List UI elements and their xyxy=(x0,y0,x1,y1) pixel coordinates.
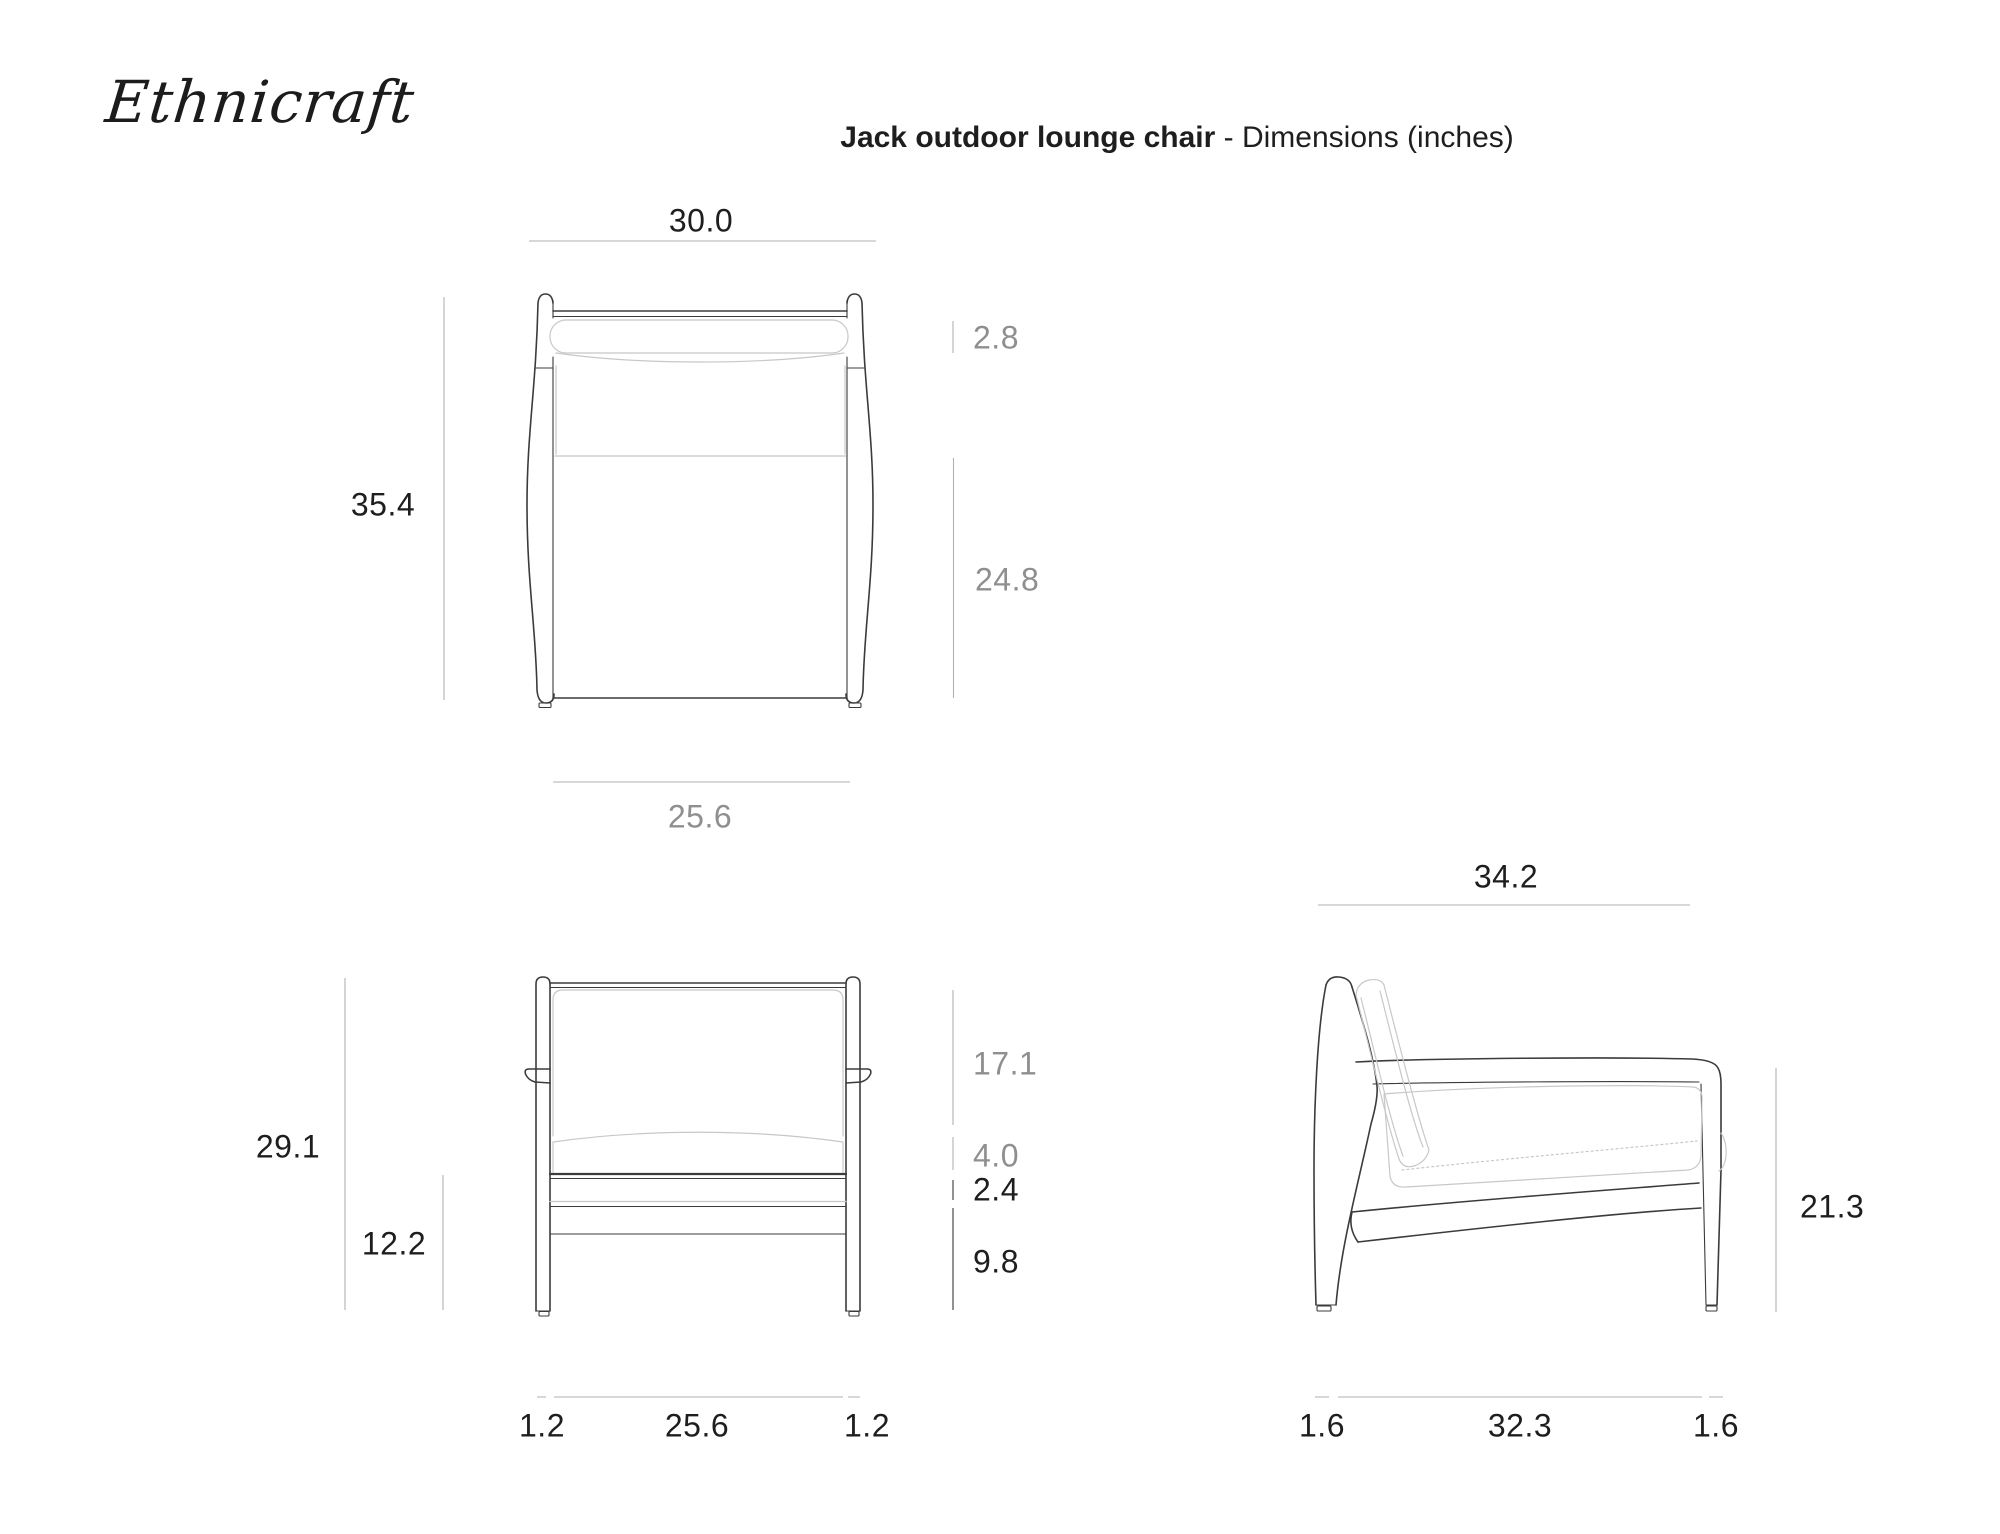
dim-side-arm-height: 21.3 xyxy=(1800,1188,1865,1225)
dim-front-rail-gap: 2.4 xyxy=(973,1171,1019,1208)
side-view-dimension-lines xyxy=(1315,905,1776,1397)
dim-front-inner-width: 25.6 xyxy=(664,1407,730,1444)
dim-side-front-leg-depth: 1.6 xyxy=(1693,1407,1739,1444)
dim-front-frame-height: 12.2 xyxy=(361,1225,427,1262)
dim-front-left-leg-width: 1.2 xyxy=(519,1407,565,1444)
dim-front-right-leg-width: 1.2 xyxy=(844,1407,890,1444)
side-view-drawing xyxy=(1314,905,1776,1397)
front-view-dimension-lines xyxy=(345,978,953,1397)
product-name: Jack outdoor lounge chair xyxy=(840,121,1216,154)
dim-side-overall-depth: 34.2 xyxy=(1473,858,1539,895)
dim-front-leg-height: 9.8 xyxy=(973,1243,1019,1280)
dim-front-seat-cushion-thickness: 4.0 xyxy=(973,1137,1019,1174)
dim-front-backrest-above-arm: 17.1 xyxy=(973,1045,1038,1082)
dim-back-overall-width: 30.0 xyxy=(668,202,734,239)
brand-logo: Ethnicraft xyxy=(102,68,419,136)
front-view-drawing xyxy=(345,977,953,1397)
dim-side-inner-depth: 32.3 xyxy=(1487,1407,1553,1444)
title-subtitle: - Dimensions (inches) xyxy=(1215,121,1514,154)
dim-front-overall-height: 29.1 xyxy=(255,1128,321,1165)
dim-back-panel-height: 24.8 xyxy=(975,561,1040,598)
back-view-dimension-lines xyxy=(444,241,954,782)
dim-side-back-leg-depth: 1.6 xyxy=(1299,1407,1345,1444)
dim-back-headrest-thickness: 2.8 xyxy=(973,319,1019,356)
back-view-drawing xyxy=(444,241,954,782)
dim-back-inner-width: 25.6 xyxy=(667,798,733,835)
dim-back-overall-height: 35.4 xyxy=(350,486,416,523)
